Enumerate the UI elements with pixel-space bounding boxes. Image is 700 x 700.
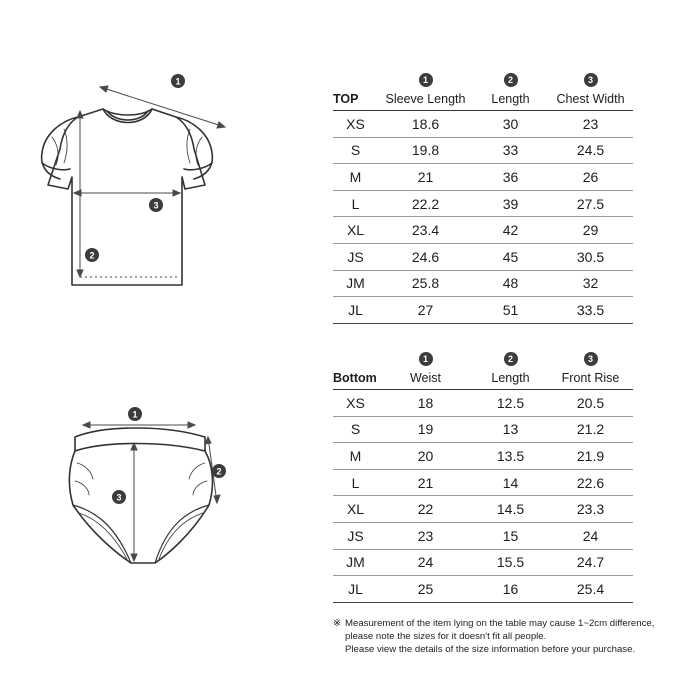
measurement-note — [333, 617, 693, 656]
column-header: Weist — [378, 367, 473, 390]
marker-1: 1 — [175, 76, 181, 87]
table-label: TOP — [333, 88, 378, 111]
bottom-rows — [333, 390, 633, 603]
col-number-badge: 1 — [419, 73, 433, 87]
table-row: L 22.2 39 27.5 — [333, 190, 633, 217]
col-number-badge: 3 — [584, 73, 598, 87]
table-row: M 20 13.5 21.9 — [333, 443, 633, 470]
note-line-1: Measurement of the item lying on the table may cause 1~2cm difference, — [345, 618, 655, 629]
column-header: Length — [473, 88, 548, 111]
table-row: S 19.8 33 24.5 — [333, 137, 633, 164]
bottom-outline — [69, 451, 212, 563]
shirt-outline — [48, 109, 205, 285]
top-rows — [333, 111, 633, 324]
bottom-illustration — [55, 395, 235, 575]
table-row: L 21 14 22.6 — [333, 469, 633, 496]
table-row: XL 22 14.5 23.3 — [333, 496, 633, 523]
table-row: JL 27 51 33.5 — [333, 297, 633, 324]
column-header: Front Rise — [548, 367, 633, 390]
table-row: S 19 13 21.2 — [333, 416, 633, 443]
table-label: Bottom — [333, 367, 378, 390]
top-size-table — [333, 66, 633, 324]
bottom-marker-2: 2 — [216, 466, 222, 477]
col-number-badge: 3 — [584, 352, 598, 366]
bottom-marker-1: 1 — [132, 409, 138, 420]
table-row: XL 23.4 42 29 — [333, 217, 633, 244]
table-row: XS 18.6 30 23 — [333, 111, 633, 138]
table-row: JM 25.8 48 32 — [333, 270, 633, 297]
col-number-badge: 2 — [504, 73, 518, 87]
col-number-badge: 2 — [504, 352, 518, 366]
marker-2: 2 — [89, 250, 95, 261]
column-header: Length — [473, 367, 548, 390]
bottom-size-table — [333, 345, 633, 603]
table-row: JL 25 16 25.4 — [333, 576, 633, 603]
col-number-badge: 1 — [419, 352, 433, 366]
column-header: Sleeve Length — [378, 88, 473, 111]
column-header: Chest Width — [548, 88, 633, 111]
waistband — [75, 428, 205, 451]
table-row: JM 24 15.5 24.7 — [333, 549, 633, 576]
top-illustration — [20, 65, 250, 295]
note-line-3: Please view the details of the size information before your purchase. — [345, 644, 636, 655]
table-row: XS 18 12.5 20.5 — [333, 390, 633, 417]
table-row: JS 23 15 24 — [333, 522, 633, 549]
note-line-2: please note the sizes for it doesn't fit all people. — [345, 631, 547, 642]
marker-3: 3 — [153, 200, 159, 211]
table-row: M 21 36 26 — [333, 164, 633, 191]
bottom-marker-3: 3 — [116, 492, 122, 503]
table-row: JS 24.6 45 30.5 — [333, 243, 633, 270]
note-mark: ※ — [333, 618, 342, 629]
